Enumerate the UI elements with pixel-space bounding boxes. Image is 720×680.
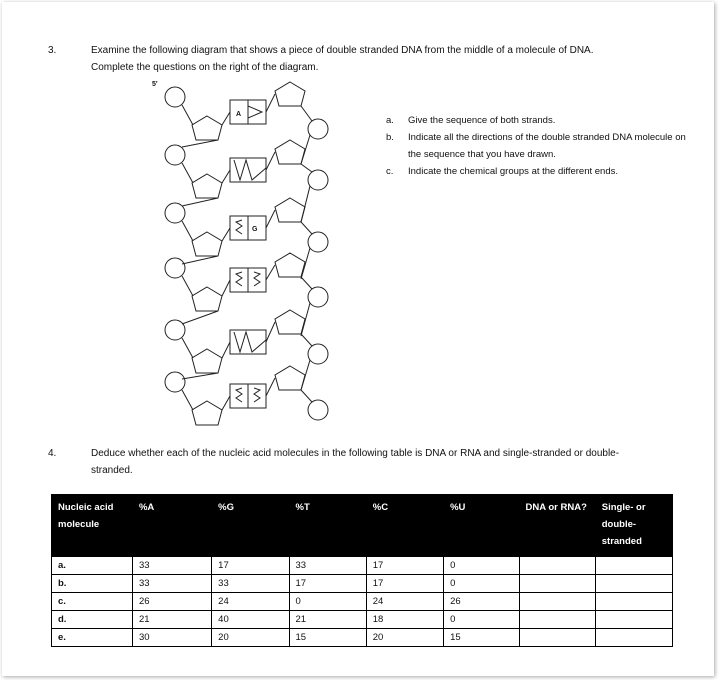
backbone-bond bbox=[301, 106, 312, 121]
cell-c: 18 bbox=[366, 611, 443, 629]
cell-type[interactable] bbox=[519, 611, 595, 629]
cell-g: 24 bbox=[212, 593, 289, 611]
cell-a: 21 bbox=[132, 611, 211, 629]
base-label-g: G bbox=[252, 226, 258, 233]
backbone-bond bbox=[182, 198, 218, 206]
backbone-bond bbox=[301, 334, 312, 346]
cell-u: 0 bbox=[444, 611, 519, 629]
backbone-bond bbox=[182, 311, 218, 324]
header-percent-u: %U bbox=[444, 495, 519, 557]
question-3-line-1: Examine the following diagram that shows a piece of double stranded DNA from the middle of a molecule of DNA. bbox=[91, 45, 594, 56]
backbone-bond bbox=[182, 163, 193, 183]
sugar-pentagon bbox=[192, 349, 222, 373]
header-percent-t: %T bbox=[289, 495, 366, 557]
phosphate-circle bbox=[308, 119, 328, 139]
subquestion-letter: b. bbox=[386, 132, 394, 143]
bond bbox=[266, 210, 275, 228]
cell-a: 26 bbox=[132, 593, 211, 611]
cell-a: 33 bbox=[132, 575, 211, 593]
row-label: a. bbox=[52, 557, 133, 575]
base-arrow bbox=[248, 106, 262, 118]
right-strand bbox=[275, 82, 328, 420]
cell-c: 17 bbox=[366, 575, 443, 593]
base-notch bbox=[254, 272, 260, 286]
cell-c: 24 bbox=[366, 593, 443, 611]
phosphate-circle bbox=[165, 258, 185, 278]
worksheet-page bbox=[2, 2, 714, 676]
five-prime-label: 5' bbox=[152, 81, 158, 88]
backbone-bond bbox=[182, 276, 193, 296]
phosphate-circle bbox=[165, 320, 185, 340]
phosphate-circle bbox=[308, 287, 328, 307]
cell-g: 17 bbox=[212, 557, 289, 575]
cell-strand[interactable] bbox=[595, 575, 672, 593]
phosphate-circle bbox=[165, 87, 185, 107]
row-label: d. bbox=[52, 611, 133, 629]
subquestion-text: Give the sequence of both strands. bbox=[408, 115, 556, 126]
phosphate-circle bbox=[308, 344, 328, 364]
subquestion-c bbox=[386, 163, 698, 180]
cell-t: 15 bbox=[289, 629, 366, 647]
base-notch bbox=[254, 388, 260, 402]
backbone-bond bbox=[301, 390, 312, 402]
sugar-pentagon bbox=[275, 198, 305, 222]
cell-t: 33 bbox=[289, 557, 366, 575]
subquestion-letter: c. bbox=[386, 166, 394, 177]
bond bbox=[266, 152, 275, 170]
cell-u: 0 bbox=[444, 575, 519, 593]
phosphate-circle bbox=[308, 232, 328, 252]
base-pairs bbox=[222, 94, 275, 410]
subquestion-text: Indicate the chemical groups at the different ends. bbox=[408, 166, 619, 177]
cell-g: 20 bbox=[212, 629, 289, 647]
cell-t: 0 bbox=[289, 593, 366, 611]
subquestion-text: Indicate all the directions of the double stranded DNA molecule on the sequence that you have drawn. bbox=[408, 132, 686, 160]
base-box bbox=[230, 330, 266, 354]
question-4-line-1: Deduce whether each of the nucleic acid molecules in the following table is DNA or RNA and single-stranded or double- bbox=[91, 448, 620, 459]
left-strand bbox=[165, 87, 222, 425]
nucleic-acid-table bbox=[51, 494, 673, 647]
sugar-pentagon bbox=[192, 116, 222, 140]
sugar-pentagon bbox=[192, 401, 222, 425]
table-row bbox=[52, 593, 673, 611]
cell-t: 17 bbox=[289, 575, 366, 593]
header-percent-g: %G bbox=[212, 495, 289, 557]
row-label: c. bbox=[52, 593, 133, 611]
bond bbox=[222, 112, 230, 125]
backbone-bond bbox=[182, 373, 218, 379]
backbone-bond bbox=[182, 338, 193, 358]
cell-u: 15 bbox=[444, 629, 519, 647]
subquestion-a bbox=[386, 112, 698, 129]
dna-diagram bbox=[162, 80, 342, 430]
question-4-line-2: stranded. bbox=[91, 465, 133, 476]
sugar-pentagon bbox=[275, 253, 305, 277]
header-molecule: Nucleic acid molecule bbox=[52, 495, 133, 557]
table-row bbox=[52, 575, 673, 593]
cell-c: 17 bbox=[366, 557, 443, 575]
bond bbox=[266, 265, 275, 280]
question-3-number: 3. bbox=[48, 45, 57, 56]
sugar-pentagon bbox=[275, 310, 305, 334]
row-label: e. bbox=[52, 629, 133, 647]
backbone-bond bbox=[301, 248, 310, 279]
cell-t: 21 bbox=[289, 611, 366, 629]
backbone-bond bbox=[182, 105, 193, 125]
subquestion-b bbox=[386, 129, 698, 163]
phosphate-circle bbox=[308, 170, 328, 190]
phosphate-circle bbox=[308, 400, 328, 420]
cell-type[interactable] bbox=[519, 629, 595, 647]
table-header-row bbox=[52, 495, 673, 557]
sugar-pentagon bbox=[192, 174, 222, 198]
cell-g: 33 bbox=[212, 575, 289, 593]
sugar-pentagon bbox=[192, 287, 222, 311]
bond bbox=[222, 170, 230, 183]
header-strandedness: Single- or double-stranded bbox=[595, 495, 672, 557]
cell-strand[interactable] bbox=[595, 593, 672, 611]
cell-a: 30 bbox=[132, 629, 211, 647]
table-row bbox=[52, 611, 673, 629]
bond bbox=[266, 322, 275, 342]
bond bbox=[222, 280, 230, 296]
sugar-pentagon bbox=[192, 232, 222, 256]
backbone-bond bbox=[182, 140, 218, 147]
phosphate-circle bbox=[165, 372, 185, 392]
backbone-bond bbox=[301, 164, 312, 172]
cell-strand[interactable] bbox=[595, 557, 672, 575]
backbone-bond bbox=[182, 390, 193, 410]
header-percent-a: %A bbox=[132, 495, 211, 557]
base-notch bbox=[236, 220, 242, 234]
cell-u: 0 bbox=[444, 557, 519, 575]
bond bbox=[222, 228, 230, 241]
base-box bbox=[230, 158, 266, 182]
phosphate-circle bbox=[165, 203, 185, 223]
cell-a: 33 bbox=[132, 557, 211, 575]
table-row bbox=[52, 557, 673, 575]
header-dna-or-rna: DNA or RNA? bbox=[519, 495, 595, 557]
base-label-a: A bbox=[236, 111, 242, 118]
phosphate-circle bbox=[165, 145, 185, 165]
cell-g: 40 bbox=[212, 611, 289, 629]
cell-c: 20 bbox=[366, 629, 443, 647]
cell-strand[interactable] bbox=[595, 629, 672, 647]
backbone-bond bbox=[182, 221, 193, 241]
bond bbox=[222, 342, 230, 358]
table-row bbox=[52, 629, 673, 647]
question-3-subquestions bbox=[386, 112, 698, 180]
base-zigzag bbox=[234, 332, 266, 352]
base-zigzag bbox=[234, 160, 266, 180]
sugar-pentagon bbox=[275, 366, 305, 390]
sugar-pentagon bbox=[275, 82, 305, 106]
base-notch bbox=[236, 388, 242, 402]
backbone-bond bbox=[301, 277, 312, 289]
backbone-bond bbox=[301, 303, 310, 336]
cell-u: 26 bbox=[444, 593, 519, 611]
cell-type[interactable] bbox=[519, 593, 595, 611]
question-4-text bbox=[91, 445, 619, 479]
bond bbox=[266, 94, 275, 112]
base-notch bbox=[236, 272, 242, 286]
cell-strand[interactable] bbox=[595, 611, 672, 629]
question-3-line-2: Complete the questions on the right of the diagram. bbox=[91, 62, 319, 73]
backbone-bond bbox=[182, 256, 218, 264]
row-label: b. bbox=[52, 575, 133, 593]
question-4-number: 4. bbox=[48, 448, 57, 459]
subquestion-letter: a. bbox=[386, 115, 394, 126]
cell-type[interactable] bbox=[519, 575, 595, 593]
header-percent-c: %C bbox=[366, 495, 443, 557]
bond bbox=[266, 378, 275, 396]
sugar-pentagon bbox=[275, 140, 305, 164]
backbone-bond bbox=[301, 222, 312, 234]
bond bbox=[222, 396, 230, 410]
cell-type[interactable] bbox=[519, 557, 595, 575]
question-3-text bbox=[91, 42, 594, 76]
